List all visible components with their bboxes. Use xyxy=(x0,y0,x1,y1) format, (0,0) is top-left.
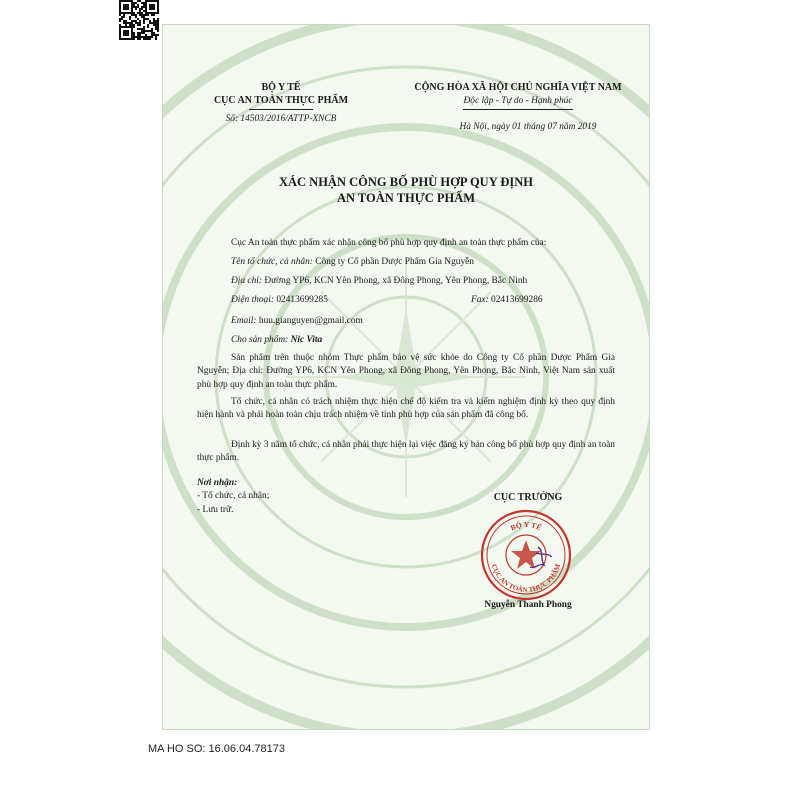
department-name: CỤC AN TOÀN THỰC PHẨM xyxy=(213,95,349,106)
recipient-item: - Lưu trữ. xyxy=(197,505,234,515)
certificate-document xyxy=(162,24,650,730)
fax-value: 02413699286 xyxy=(491,295,543,305)
paragraph-product-group: Sản phẩm trên thuộc nhóm Thực phẩm bảo vệ sức khỏe do Công ty Cổ phần Dược Phẩm Gia Nguyễn; Địa chỉ: Đường YP6, KCN Yên Phong, xã Đông Phong, Yên Phong, Bắc Ninh, Việt Nam sản xuất phù hợp quy định an toàn thực phẩm. xyxy=(197,353,615,390)
document-number: Số: 14503/2016/ATTP-XNCB xyxy=(225,114,337,124)
document-title-line1: XÁC NHẬN CÔNG BỐ PHÙ HỢP QUY ĐỊNH xyxy=(278,175,534,189)
email-row xyxy=(231,316,363,326)
address-value: Đường YP6, KCN Yên Phong, xã Đông Phong, Yên Phong, Bắc Ninh xyxy=(264,276,528,286)
motto-underline xyxy=(463,109,573,110)
svg-text:CỤC AN TOÀN THỰC PHẨM xyxy=(490,563,562,594)
intro-text: Cục An toàn thực phẩm xác nhận công bố phù hợp quy định an toàn thực phẩm của: xyxy=(231,238,547,248)
document-title-line2: AN TOÀN THỰC PHẨM xyxy=(336,191,476,205)
product-value: Nic Vita xyxy=(290,335,323,345)
address-label: Địa chỉ: xyxy=(231,276,262,286)
department-underline xyxy=(249,109,313,110)
org-row xyxy=(231,257,474,267)
recipients-label: Nơi nhận: xyxy=(197,478,238,488)
phone-value: 02413699285 xyxy=(276,295,328,305)
paragraph-renewal: Định kỳ 3 năm tổ chức, cá nhân phải thực hiện lại việc đăng ký bản công bố phù hợp quy định an toàn thực phẩm. xyxy=(197,440,615,464)
product-row xyxy=(231,335,322,345)
ministry-name: BỘ Y TẾ xyxy=(261,82,301,93)
issue-date: Hà Nội, ngày 01 tháng 07 năm 2019 xyxy=(459,122,597,132)
fax-row xyxy=(471,295,543,305)
phone-row xyxy=(231,295,328,305)
email-value: huu.gianguyen@gmail.com xyxy=(258,316,363,326)
address-row xyxy=(231,276,527,286)
svg-text:BỘ Y TẾ xyxy=(509,520,543,533)
signatory-title: CỤC TRƯỞNG xyxy=(493,492,563,503)
phone-label: Điện thoại: xyxy=(231,295,274,305)
org-value: Công ty Cổ phần Dược Phẩm Gia Nguyễn xyxy=(315,257,474,267)
qr-code xyxy=(119,0,159,40)
record-code: MA HO SO: 16.06.04.78173 xyxy=(148,743,285,755)
country-name: CỘNG HÒA XÃ HỘI CHỦ NGHĨA VIỆT NAM xyxy=(414,82,622,93)
fax-label: Fax: xyxy=(471,295,489,305)
paragraph-responsibility: Tổ chức, cá nhân có trách nhiệm thực hiện chế độ kiểm tra và kiểm nghiệm định kỳ theo quy định hiện hành và phải hoàn toàn chịu trách nhiệm về tính phù hợp của sản phẩm đã công bố. xyxy=(197,397,615,421)
email-label: Email: xyxy=(231,316,257,326)
recipient-item: - Tổ chức, cá nhân; xyxy=(197,491,270,501)
signatory-name: Nguyễn Thanh Phong xyxy=(484,600,572,610)
stamp-bottom-text: CỤC AN TOÀN THỰC PHẨM xyxy=(489,562,563,595)
stamp-top-text: BỘ Y TẾ xyxy=(508,519,544,533)
org-label: Tên tổ chức, cá nhân: xyxy=(231,257,313,267)
national-motto: Độc lập - Tự do - Hạnh phúc xyxy=(463,96,573,106)
official-stamp xyxy=(478,507,574,603)
product-label: Cho sản phẩm: xyxy=(231,335,289,345)
